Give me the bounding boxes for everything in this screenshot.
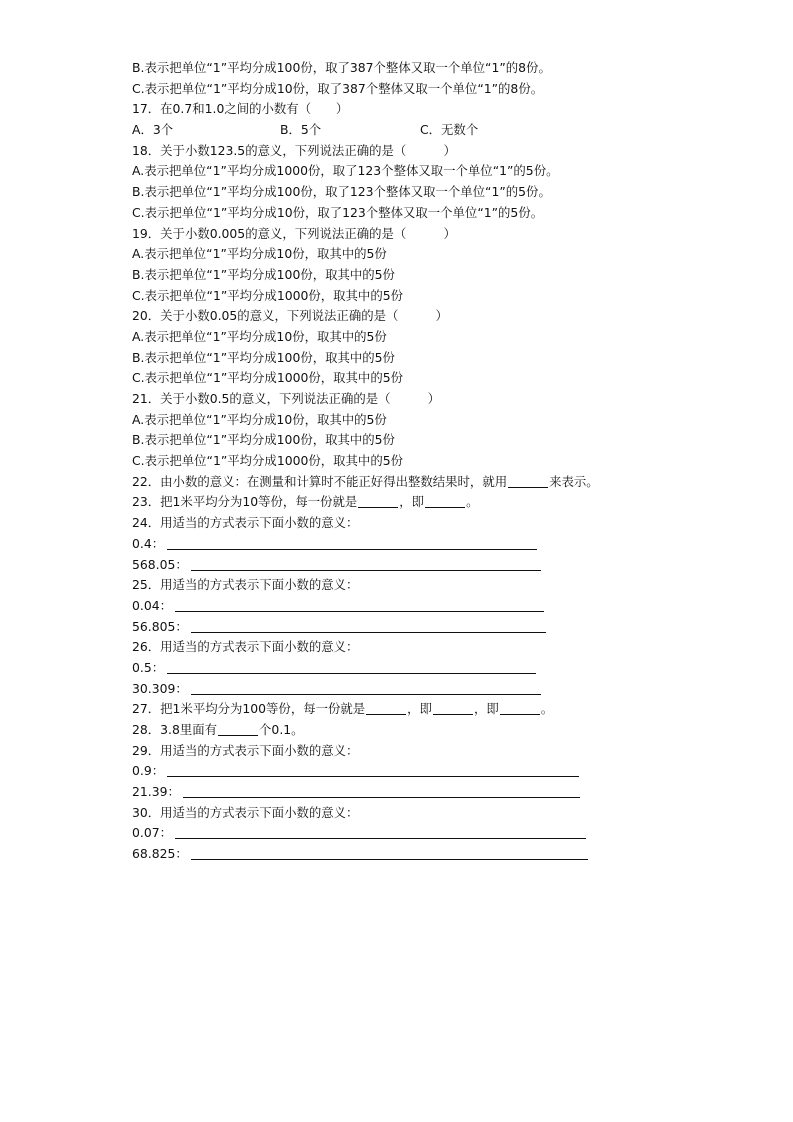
q24-row-2: [132, 555, 692, 576]
q27: [132, 699, 692, 720]
q25-stem: 25．用适当的方式表示下面小数的意义：: [132, 577, 359, 593]
q28-blank[interactable]: [218, 722, 258, 736]
q17-options: [132, 120, 692, 141]
q28-text: 28．3.8里面有: [132, 722, 218, 737]
q16-option-b: B.表示把单位“1”平均分成100份，取了387个整体又取一个单位“1”的8份。: [132, 60, 551, 75]
q25-answer-line-1[interactable]: [175, 598, 544, 612]
q30-stem: 30．用适当的方式表示下面小数的意义：: [132, 804, 359, 820]
q24-label-1: 0.4：: [132, 535, 165, 551]
q25-row-1: [132, 596, 692, 617]
q18-option-a: A.表示把单位“1”平均分成1000份，取了123个整体又取一个单位“1”的5份。: [132, 163, 559, 179]
q29-label-1: 0.9：: [132, 763, 165, 779]
q19-option-b: B.表示把单位“1”平均分成100份，取其中的5份: [132, 266, 395, 282]
q23-text-end: 。: [466, 494, 479, 510]
q21-option-b: B.表示把单位“1”平均分成100份，取其中的5份: [132, 432, 395, 448]
q21-stem: 21．关于小数0.5的意义，下列说法正确的是（ ）: [132, 391, 441, 406]
q30-label-2: 68.825：: [132, 846, 188, 862]
q26-row-2: [132, 679, 692, 700]
q24-stem: 24．用适当的方式表示下面小数的意义：: [132, 515, 359, 531]
q29-answer-line-1[interactable]: [167, 763, 579, 777]
q18-stem: 18．关于小数123.5的意义，下列说法正确的是（ ）: [132, 142, 456, 158]
q28: [132, 720, 692, 741]
q30-answer-line-2[interactable]: [191, 846, 588, 860]
q22-text: 22．由小数的意义：在测量和计算时不能正好得出整数结果时，就用: [132, 473, 508, 489]
q17-option-b: B．5个: [280, 122, 322, 138]
q24-row-1: [132, 534, 692, 555]
q27-text-mid-1: ，即: [407, 701, 432, 717]
q24-label-2: 568.05：: [132, 556, 188, 572]
q29-row-2: [132, 782, 692, 803]
q29-row-1: [132, 761, 692, 782]
q24-answer-line-2[interactable]: [191, 557, 541, 571]
q22-blank[interactable]: [508, 474, 548, 488]
q20-option-a: A.表示把单位“1”平均分成10份，取其中的5份: [132, 328, 387, 344]
q26-label-2: 30.309：: [132, 680, 188, 696]
q26-answer-line-2[interactable]: [191, 681, 541, 695]
q19-stem: 19．关于小数0.005的意义，下列说法正确的是（ ）: [132, 225, 456, 241]
q23-blank-1[interactable]: [358, 494, 398, 508]
q24-answer-line-1[interactable]: [167, 536, 537, 550]
q16-option-c: C.表示把单位“1”平均分成10份，取了387个整体又取一个单位“1”的8份。: [132, 80, 544, 96]
q30-label-1: 0.07：: [132, 825, 172, 841]
q29-stem: 29．用适当的方式表示下面小数的意义：: [132, 742, 359, 758]
q27-blank-3[interactable]: [500, 701, 540, 715]
q25-label-2: 56.805：: [132, 618, 188, 634]
q27-text-mid-2: ，即: [473, 701, 499, 717]
q27-text: 27．把1米平均分为100等份，每一份就是: [132, 701, 366, 717]
q21-option-a: A.表示把单位“1”平均分成10份，取其中的5份: [132, 411, 387, 427]
q30-answer-line-1[interactable]: [175, 825, 586, 839]
q27-text-end: 。: [540, 701, 554, 717]
q23: [132, 492, 692, 513]
q18-option-b: B.表示把单位“1”平均分成100份，取了123个整体又取一个单位“1”的5份。: [132, 184, 551, 200]
q18-option-c: C.表示把单位“1”平均分成10份，取了123个整体又取一个单位“1”的5份。: [132, 204, 544, 220]
q30-row-2: [132, 844, 692, 865]
q29-label-2: 21.39：: [132, 784, 180, 800]
q25-answer-line-2[interactable]: [191, 619, 546, 633]
q29-answer-line-2[interactable]: [183, 784, 580, 798]
q19-option-a: A.表示把单位“1”平均分成10份，取其中的5份: [132, 246, 387, 262]
q20-option-c: C.表示把单位“1”平均分成1000份，取其中的5份: [132, 370, 403, 386]
q26-answer-line-1[interactable]: [167, 660, 536, 674]
q26-stem: 26．用适当的方式表示下面小数的意义：: [132, 639, 359, 655]
q23-text-mid: ，即: [399, 494, 425, 510]
q17-option-c: C．无数个: [420, 122, 479, 138]
q20-option-b: B.表示把单位“1”平均分成100份，取其中的5份: [132, 349, 395, 365]
q23-blank-2[interactable]: [425, 494, 465, 508]
q22: [132, 472, 692, 493]
worksheet-page: [132, 58, 692, 865]
q27-blank-1[interactable]: [366, 701, 406, 715]
q26-row-1: [132, 658, 692, 679]
q25-row-2: [132, 617, 692, 638]
q17-stem: 17．在0.7和1.0之间的小数有（ ）: [132, 101, 349, 117]
q25-label-1: 0.04：: [132, 597, 172, 613]
q17-option-a: A．3个: [132, 122, 174, 138]
q22-text-end: 来表示。: [549, 473, 599, 489]
q26-label-1: 0.5：: [132, 659, 165, 675]
q23-text: 23．把1米平均分为10等份，每一份就是: [132, 494, 358, 510]
q27-blank-2[interactable]: [433, 701, 473, 715]
q21-option-c: C.表示把单位“1”平均分成1000份，取其中的5份: [132, 453, 403, 469]
q19-option-c: C.表示把单位“1”平均分成1000份，取其中的5份: [132, 287, 403, 303]
q28-text-end: 个0.1。: [259, 722, 304, 737]
q20-stem: 20．关于小数0.05的意义，下列说法正确的是（ ）: [132, 308, 448, 324]
q30-row-1: [132, 823, 692, 844]
